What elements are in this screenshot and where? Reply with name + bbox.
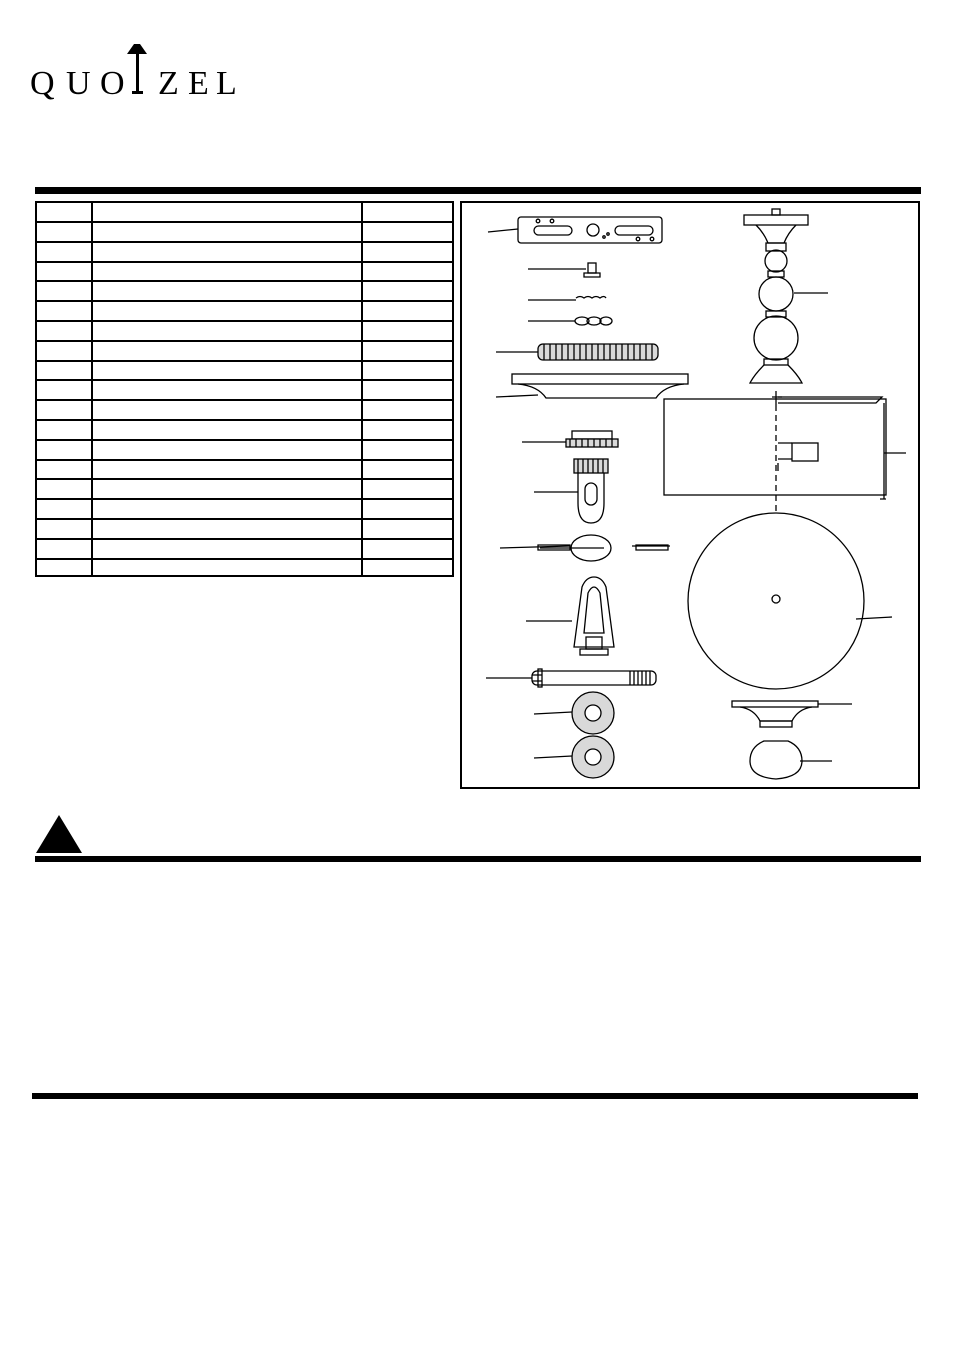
- table-row: [37, 460, 452, 480]
- crossbar-icon: [488, 217, 662, 243]
- loop-holder-icon: [534, 459, 608, 523]
- canopy-icon: [496, 374, 688, 398]
- threaded-pipe-icon: [496, 344, 658, 360]
- coupling-nut-icon: [522, 431, 618, 447]
- table-row: [37, 243, 452, 263]
- glass-plate-icon: [688, 495, 892, 689]
- table-row: [37, 342, 452, 362]
- quoizel-logo-icon: [30, 40, 240, 102]
- parts-table: [35, 201, 454, 577]
- svg-text:Z: Z: [158, 65, 179, 102]
- svg-text:E: E: [188, 65, 209, 102]
- rubber-washer-icon: [534, 736, 614, 778]
- svg-text:O: O: [100, 65, 125, 102]
- warning-triangle-icon: [34, 813, 84, 855]
- warning-triangle: [34, 813, 84, 855]
- table-row: [37, 441, 452, 461]
- table-row: [37, 322, 452, 342]
- table-row: [37, 500, 452, 520]
- svg-text:U: U: [66, 65, 91, 102]
- mounting-screw-icon: [528, 263, 600, 277]
- table-row: [37, 520, 452, 540]
- section-divider: [35, 856, 921, 862]
- table-row: [37, 361, 452, 381]
- table-row: [37, 401, 452, 421]
- top-divider: [35, 187, 921, 194]
- finial-cap-icon: [732, 701, 852, 727]
- table-row: [37, 381, 452, 401]
- parts-diagram-drawing: [460, 201, 920, 789]
- body-column-icon: [744, 209, 828, 383]
- table-row: [37, 540, 452, 560]
- threaded-rod-icon: [486, 669, 656, 687]
- table-row: [37, 421, 452, 441]
- wire-nut-icon: [528, 297, 606, 301]
- shade-icon: [664, 391, 906, 499]
- table-row: [37, 203, 452, 223]
- washer-icon: [534, 692, 614, 734]
- brand-logo: [30, 40, 240, 102]
- canopy-loop-icon: [526, 577, 614, 655]
- table-row: [37, 262, 452, 282]
- table-row: [37, 480, 452, 500]
- table-row: [37, 282, 452, 302]
- table-row: [37, 302, 452, 322]
- ball-finial-icon: [750, 741, 832, 779]
- loop-icon: [528, 317, 612, 325]
- bottom-divider: [32, 1093, 918, 1099]
- svg-text:L: L: [216, 65, 237, 102]
- parts-diagram: [460, 201, 920, 789]
- table-row: [37, 223, 452, 243]
- chain-link-icon: [500, 535, 670, 561]
- svg-text:Q: Q: [30, 65, 61, 102]
